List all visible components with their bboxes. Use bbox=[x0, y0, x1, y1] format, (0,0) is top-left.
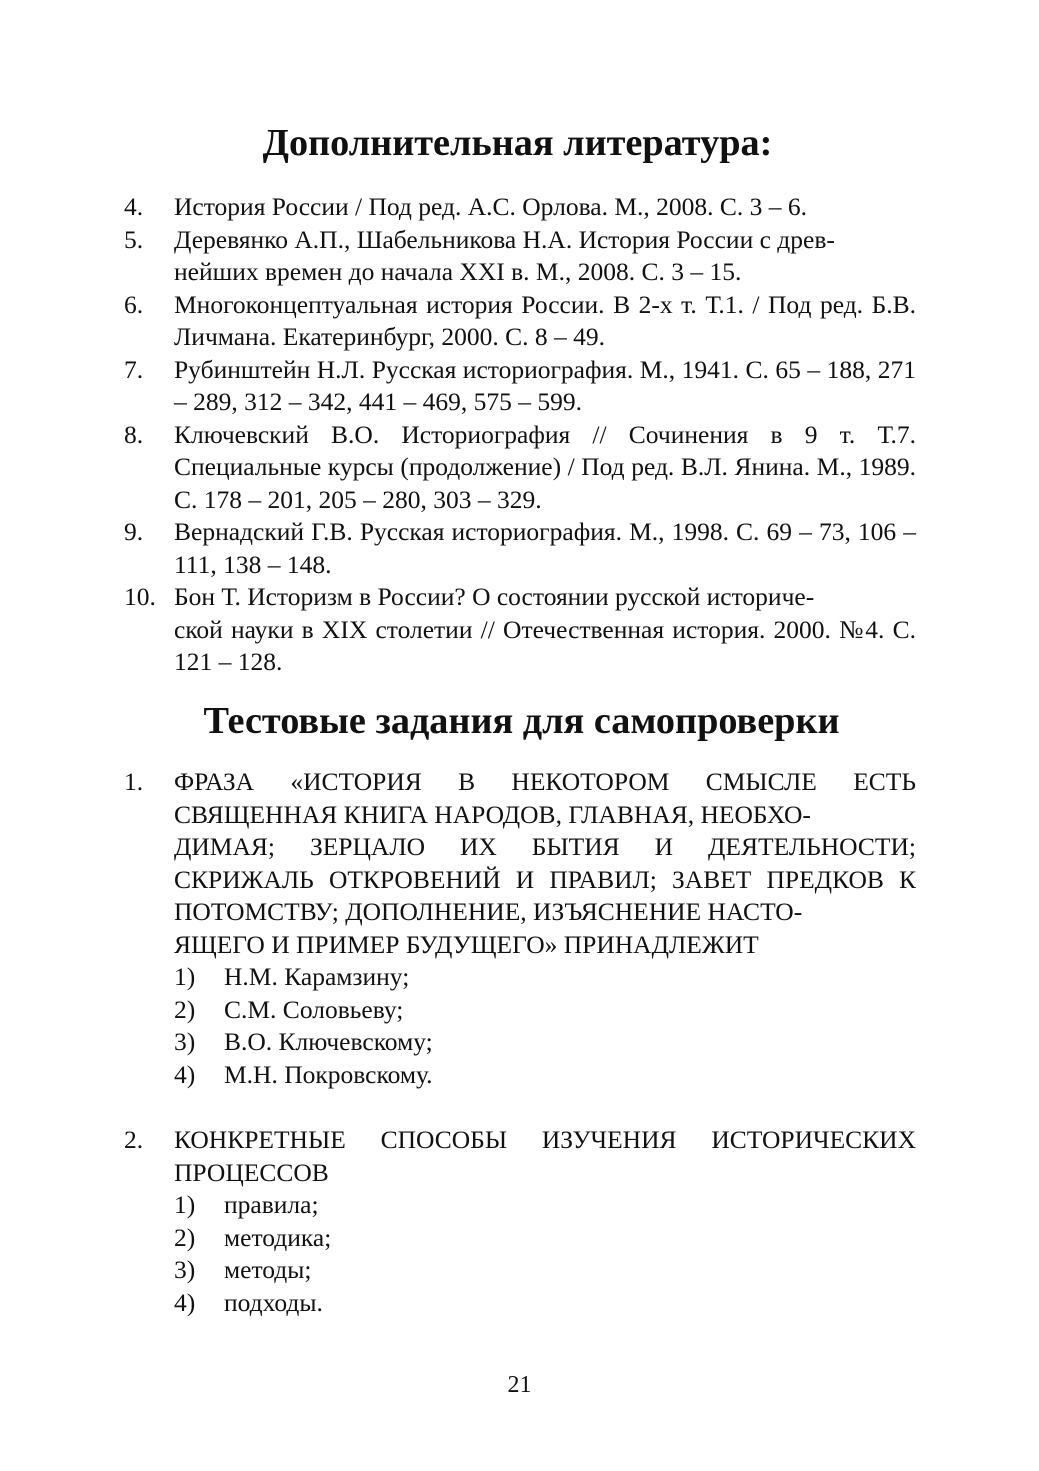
literature-item-text: История России / Под ред. А.С. Орлова. М., 2008. С. 3 – 6. bbox=[174, 192, 808, 221]
answer-option bbox=[174, 1287, 916, 1320]
option-number: 3) bbox=[174, 1027, 196, 1056]
answer-options bbox=[124, 961, 916, 1091]
option-text: В.О. Ключевскому; bbox=[224, 1027, 433, 1056]
option-text: С.М. Соловьеву; bbox=[224, 994, 404, 1024]
option-text: подходы. bbox=[224, 1287, 323, 1317]
literature-item-number: 9. bbox=[124, 517, 144, 546]
option-number: 2) bbox=[174, 994, 196, 1024]
literature-item-text: Многоконцептуальная история России. В 2-х т. Т.1. / Под ред. Б.В. Личмана. Екатеринбург, 2000. С. 8 – 49. bbox=[174, 289, 916, 351]
literature-item-text: Ключевский В.О. Историография // Сочинения в 9 т. Т.7. Специальные курсы (продолжение) / Под ред. В.Л. Янина. М., 1989. С. 178 – 201, 205 – 280, 303 – 329. bbox=[174, 419, 916, 514]
literature-item-number: 4. bbox=[124, 192, 144, 221]
option-text: методика; bbox=[224, 1222, 332, 1252]
answer-option bbox=[174, 1059, 916, 1092]
literature-item bbox=[124, 289, 916, 354]
question-number: 1. bbox=[124, 767, 144, 796]
literature-list bbox=[124, 191, 916, 679]
literature-item-text: Вернадский Г.В. Русская историография. М., 1998. С. 69 – 73, 106 – 111, 138 – 148. bbox=[174, 517, 916, 579]
answer-option bbox=[174, 1026, 916, 1059]
literature-item bbox=[124, 354, 916, 419]
literature-item-number: 7. bbox=[124, 354, 144, 384]
literature-item-text: Рубинштейн Н.Л. Русская историография. М., 1941. С. 65 – 188, 271 – 289, 312 – 342, 441 – 469, 575 – 599. bbox=[174, 354, 916, 416]
option-number: 1) bbox=[174, 1190, 196, 1219]
test-question bbox=[124, 766, 916, 1091]
option-number: 1) bbox=[174, 962, 196, 991]
option-number: 4) bbox=[174, 1287, 196, 1317]
literature-item-number: 6. bbox=[124, 289, 144, 319]
question-text: 1. ФРАЗА «ИСТОРИЯ В НЕКОТОРОМ СМЫСЛЕ ЕСТЬ СВЯЩЕННАЯ КНИГА НАРОДОВ, ГЛАВНАЯ, НЕОБХО- ДИМАЯ; ЗЕРЦАЛО ИХ БЫТИЯ И ДЕЯТЕЛЬНОСТИ; СКРИЖАЛЬ ОТКРОВЕНИЙ И ПРАВИЛ; ЗАВЕТ ПРЕДКОВ К ПОТОМСТВУ; ДОПОЛНЕНИЕ, ИЗЪЯСНЕНИЕ НАСТО- ЯЩЕГО И ПРИМЕР БУДУЩЕГО» ПРИНАДЛЕЖИТ bbox=[124, 767, 916, 959]
answer-options bbox=[124, 1189, 916, 1319]
literature-item-number: 10. bbox=[124, 582, 156, 611]
answer-option bbox=[174, 1189, 916, 1222]
literature-item-number: 8. bbox=[124, 419, 144, 449]
option-text: правила; bbox=[224, 1190, 319, 1219]
literature-heading: Дополнительная литература: bbox=[262, 122, 773, 164]
option-text: методы; bbox=[224, 1255, 312, 1284]
literature-item bbox=[124, 191, 916, 224]
answer-option bbox=[174, 961, 916, 994]
literature-item-number: 5. bbox=[124, 224, 144, 254]
option-text: М.Н. Покровскому. bbox=[224, 1059, 433, 1089]
answer-option bbox=[174, 994, 916, 1027]
option-number: 3) bbox=[174, 1255, 196, 1284]
literature-item-text: Деревянко А.П., Шабельникова Н.А. История России с древ- нейших времен до начала XXI в. М., 2008. С. 3 – 15. bbox=[174, 224, 835, 286]
literature-item bbox=[124, 516, 916, 581]
literature-item-text: Бон Т. Историзм в России? О состоянии русской историче- ской науки в XIX столетии // Отечественная история. 2000. №4. С. 121 – 128. bbox=[174, 582, 916, 676]
tests-heading: Тестовые задания для самопроверки bbox=[203, 700, 840, 742]
page-number: 21 bbox=[507, 1372, 532, 1398]
option-text: Н.М. Карамзину; bbox=[224, 962, 410, 991]
option-number: 2) bbox=[174, 1222, 196, 1252]
answer-option bbox=[174, 1222, 916, 1255]
literature-item bbox=[124, 419, 916, 517]
answer-option bbox=[174, 1254, 916, 1287]
question-number: 2. bbox=[124, 1125, 144, 1154]
option-number: 4) bbox=[174, 1059, 196, 1089]
literature-item bbox=[124, 581, 916, 679]
literature-item bbox=[124, 224, 916, 289]
question-text: 2. КОНКРЕТНЫЕ СПОСОБЫ ИЗУЧЕНИЯ ИСТОРИЧЕСКИХ ПРОЦЕССОВ bbox=[124, 1125, 916, 1187]
test-question bbox=[124, 1124, 916, 1319]
